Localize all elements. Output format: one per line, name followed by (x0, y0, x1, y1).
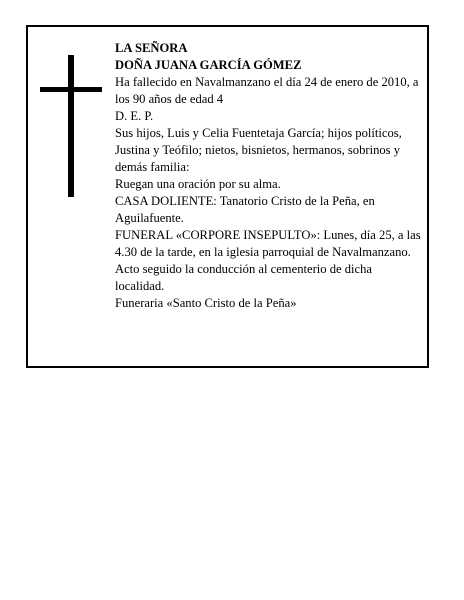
mourning-house: CASA DOLIENTE: Tanatorio Cristo de la Peña, en Aguilafuente. (115, 194, 375, 225)
notice-text (115, 40, 423, 312)
cross-vertical-bar (68, 55, 74, 197)
prayer-request: Ruegan una oración por su alma. (115, 177, 281, 191)
funeral-home: Funeraria «Santo Cristo de la Peña» (115, 296, 297, 310)
cross-icon (40, 55, 102, 197)
death-announcement: Ha fallecido en Navalmanzano el día 24 de enero de 2010, a los 90 años de edad 4 (115, 75, 419, 106)
heading-line-1: LA SEÑORA (115, 41, 188, 55)
family-list: Sus hijos, Luis y Celia Fuentetaja García; hijos políticos, Justina y Teófilo; nietos, bisnietos, hermanos, sobrinos y demás familia: (115, 126, 402, 174)
rip-line: D. E. P. (115, 109, 154, 123)
deceased-name: DOÑA JUANA GARCÍA GÓMEZ (115, 58, 302, 72)
cross-horizontal-bar (40, 87, 102, 92)
funeral-details: FUNERAL «CORPORE INSEPULTO»: Lunes, día 25, a las 4.30 de la tarde, en la iglesia parroquial de Navalmanzano. Acto seguido la conducción al cementerio de dicha localidad. (115, 228, 421, 293)
obituary-notice (26, 25, 429, 368)
